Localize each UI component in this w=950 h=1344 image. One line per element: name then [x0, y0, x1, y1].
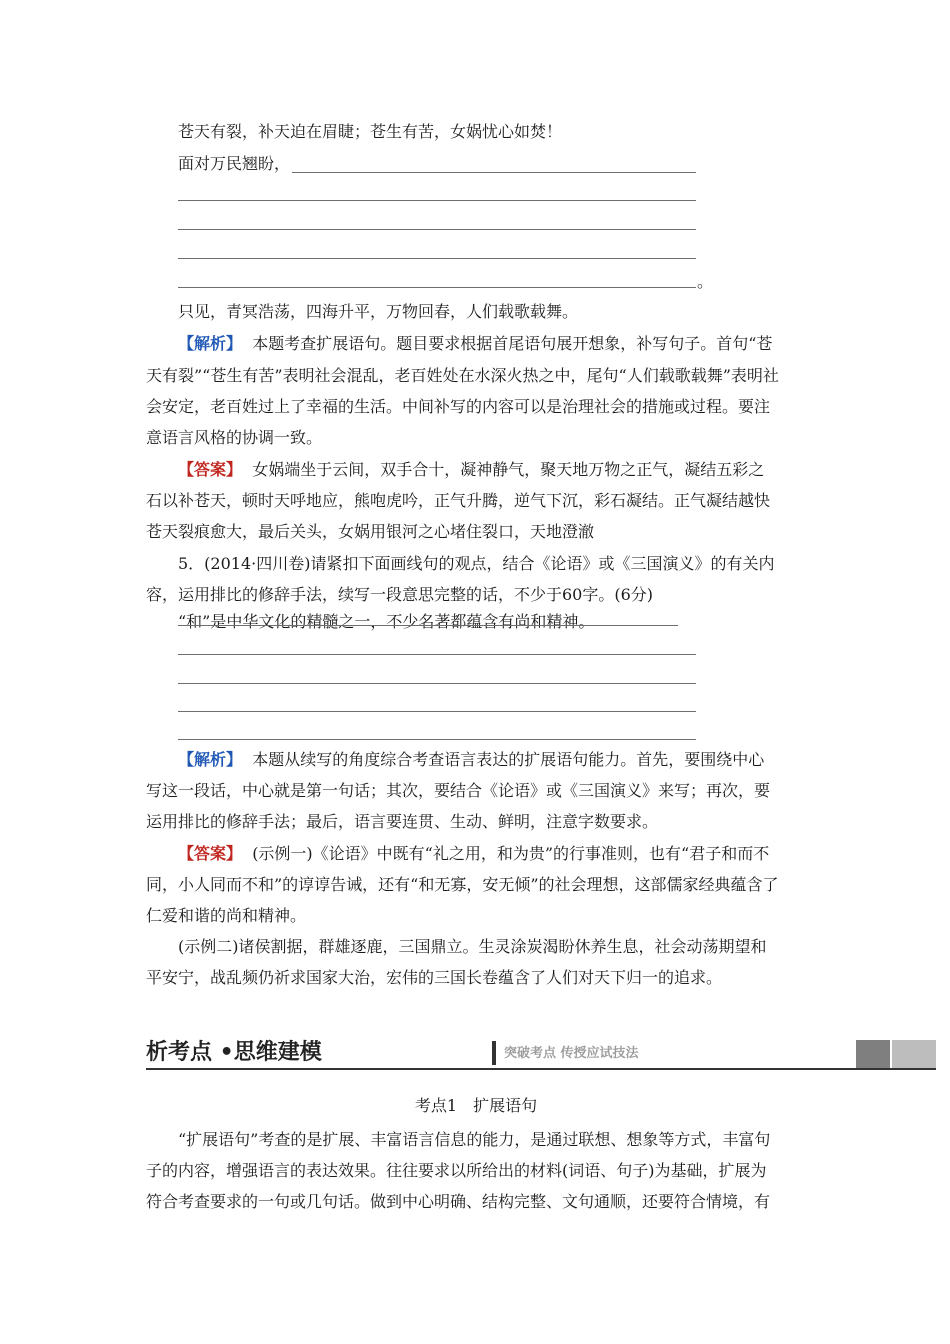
answer-blank-line — [178, 287, 696, 288]
q5-stem-line: 5．(2014·四川卷)请紧扣下面画线句的观点，结合《论语》或《三国演义》的有关内 — [178, 554, 775, 573]
answer-blank-line — [178, 711, 696, 712]
section-subtitle: 突破考点 传授应试技法 — [504, 1046, 639, 1061]
answer-tag: 【答案】 — [178, 844, 243, 863]
banner-decor-block — [856, 1040, 890, 1068]
answer-blank-line — [178, 683, 696, 684]
blank-period: 。 — [697, 272, 714, 291]
q5-answer-line: 仁爱和谐的尚和精神。 — [146, 906, 307, 925]
answer-tag: 【答案】 — [178, 460, 243, 479]
q5-example2-line: (示例二)诸侯割据，群雄逐鹿，三国鼎立。生灵涂炭渴盼休养生息，社会动荡期望和 — [178, 937, 767, 956]
banner-underline — [146, 1068, 936, 1070]
answer-blank-line — [178, 654, 696, 655]
q5-example2-line: 平安宁，战乱频仍祈求国家大治，宏伟的三国长卷蕴含了人们对天下归一的追求。 — [146, 968, 723, 987]
q4-answer-line: 【答案】 女娲端坐于云间，双手合十，凝神静气，聚天地万物之正气，凝结五彩之 — [178, 460, 765, 479]
analysis-tag: 【解析】 — [178, 750, 243, 769]
q5-answer-line: 同，小人同而不和”的谆谆告诫，还有“和无寡，安无倾”的社会理想，这部儒家经典蕴含了 — [146, 875, 779, 894]
section-banner — [146, 1038, 936, 1070]
banner-divider — [492, 1041, 496, 1065]
section-body-line: “扩展语句”考查的是扩展、丰富语言信息的能力，是通过联想、想象等方式，丰富句 — [178, 1130, 771, 1149]
q5-underlined-sentence: “和”是中华文化的精髓之一，不少名著都蕴含有尚和精神。 — [178, 612, 595, 631]
answer-blank-line — [178, 739, 696, 740]
q4-answer-line: 石以补苍天，顿时天呼地应，熊咆虎吟，正气升腾，逆气下沉，彩石凝结。正气凝结越快 — [146, 491, 771, 510]
q4-analysis-line: 意语言风格的协调一致。 — [146, 428, 323, 447]
section-body-line: 子的内容，增强语言的表达效果。往往要求以所给出的材料(词语、句子)为基础，扩展为 — [146, 1161, 767, 1180]
q4-analysis-line: 会安定，老百姓过上了幸福的生活。中间补写的内容可以是治理社会的措施或过程。要注 — [146, 397, 771, 416]
underline-rule — [178, 625, 678, 626]
q4-ending: 只见，青冥浩荡，四海升平，万物回春，人们载歌载舞。 — [178, 302, 579, 321]
banner-decor-block — [892, 1040, 936, 1068]
answer-blank-line — [178, 258, 696, 259]
q4-answer-line: 苍天裂痕愈大，最后关头，女娲用银河之心堵住裂口，天地澄澈 — [146, 522, 595, 541]
analysis-tag: 【解析】 — [178, 334, 243, 353]
section-title: 析考点 •思维建模 — [146, 1040, 322, 1065]
answer-blank-line — [292, 172, 696, 173]
q5-analysis-line: 运用排比的修辞手法；最后，语言要连贯、生动、鲜明，注意字数要求。 — [146, 812, 659, 831]
q5-stem-line: 容，运用排比的修辞手法，续写一段意思完整的话，不少于60字。(6分) — [146, 585, 654, 604]
q4-lead-in: 面对万民翘盼， — [178, 154, 291, 173]
section-body-line: 符合考查要求的一句或几句话。做到中心明确、结构完整、文句通顺，还要符合情境，有 — [146, 1192, 771, 1211]
q4-analysis-line: 天有裂”“苍生有苦”表明社会混乱，老百姓处在水深火热之中，尾句“人们载歌载舞”表明社 — [146, 366, 779, 385]
section-heading: 考点1 扩展语句 — [414, 1096, 538, 1115]
answer-blank-line — [178, 229, 696, 230]
q4-prompt-line: 苍天有裂，补天迫在眉睫；苍生有苦，女娲忧心如焚！ — [178, 122, 563, 141]
q5-analysis-line: 【解析】 本题从续写的角度综合考查语言表达的扩展语句能力。首先，要围绕中心 — [178, 750, 765, 769]
q5-analysis-line: 写这一段话，中心就是第一句话；其次，要结合《论语》或《三国演义》来写；再次，要 — [146, 781, 771, 800]
q5-answer-line: 【答案】 (示例一)《论语》中既有“礼之用，和为贵”的行事准则，也有“君子和而不 — [178, 844, 770, 863]
answer-blank-line — [178, 200, 696, 201]
q4-analysis-line: 【解析】 本题考查扩展语句。题目要求根据首尾语句展开想象，补写句子。首句“苍 — [178, 334, 773, 353]
